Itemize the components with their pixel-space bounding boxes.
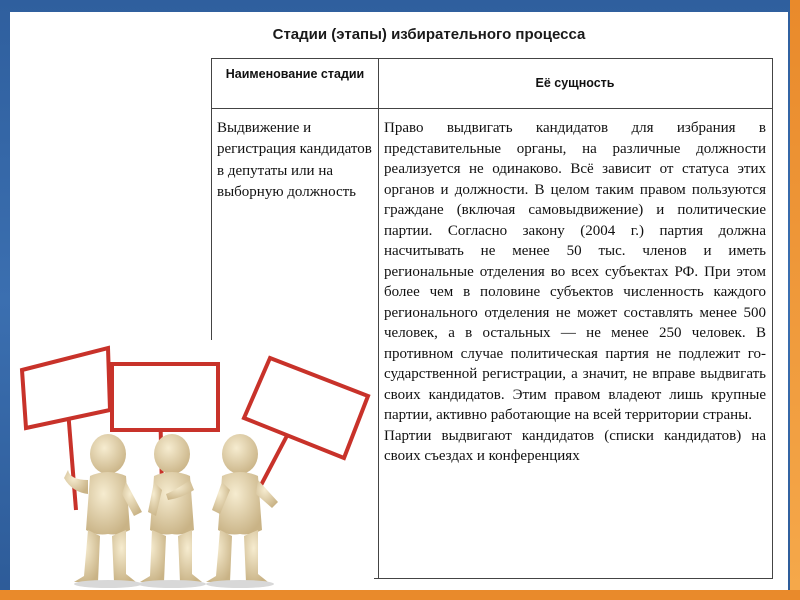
figure-center-shadow (138, 580, 206, 588)
figures-with-signs-illustration (0, 330, 390, 600)
header-stage-name: Наименование стадии (225, 67, 365, 81)
figure-right-shadow (206, 580, 274, 588)
table-header-divider (211, 108, 773, 109)
frame-accent-right (790, 0, 800, 590)
table-bottom-border (374, 578, 773, 579)
figure-center (140, 434, 202, 582)
table-right-border (772, 58, 773, 578)
essence-cell (384, 118, 766, 467)
header-essence: Её сущность (535, 76, 615, 90)
table-left-border (211, 58, 212, 340)
table-top-border (211, 58, 773, 59)
essence-paragraph-2: Партии выдвигают кандидатов (списки кандидатов) на своих съездах и конференциях (384, 427, 766, 464)
slide-title: Стадии (этапы) избирательного процесса (272, 26, 586, 43)
essence-paragraph-1: Право выдвигать кандидатов для избрания в представительные органы, на различные должности реализуется не одинаково. Всё зависит от статуса этих органов и должности. В целом таким правом пользуются граждане (включая самовыдвижение) и политические партии. Согласно закону (2004 г.) партия должна насчитывать не менее 50 тыс. членов и иметь региональные отделения во всех субъектах РФ. При этом более чем в половине субъектов численность каждого регионального отделения не может составлять менее 500 человек, а в остальных — не менее 250 человек. В противном случае политическая партия не подлежит государственной регистрации, а значит, не вправе выдвигать своих кандидатов. Этим правом владеют лишь крупные партии, активно работающие на всей территории страны. (384, 120, 766, 423)
figure-left-shadow (74, 580, 142, 588)
stage-name-cell: Выдвижение и регистрация кандидатов в депутаты или на выборную должность (217, 120, 372, 200)
figure-right (206, 434, 278, 582)
